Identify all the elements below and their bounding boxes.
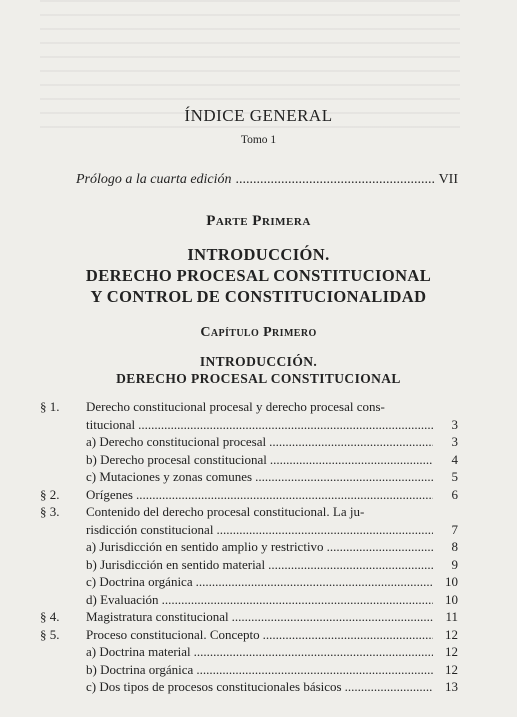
toc-list bbox=[40, 399, 458, 697]
leader-dots bbox=[162, 592, 433, 608]
toc-entry bbox=[40, 557, 458, 575]
toc-page-number: 12 bbox=[445, 661, 458, 677]
toc-entry-text: Derecho constitucional procesal y derecho procesal cons- bbox=[86, 399, 385, 414]
toc-entry-text: Contenido del derecho procesal constitucional. La ju- bbox=[86, 504, 365, 519]
toc-entry bbox=[40, 679, 458, 697]
toc-page-number: 7 bbox=[451, 521, 458, 537]
toc-entry-text: d) Evaluación bbox=[86, 591, 159, 607]
toc-page-number: 10 bbox=[445, 574, 458, 589]
toc-entry bbox=[40, 434, 458, 452]
toc-entry-text: Magistratura constitucional bbox=[86, 609, 229, 624]
toc-entry-text: titucional bbox=[86, 416, 136, 432]
toc-entry-text: Proceso constitucional. Concepto bbox=[86, 626, 260, 642]
toc-entry-text: b) Jurisdicción en sentido material bbox=[86, 556, 266, 572]
toc-entry bbox=[40, 469, 458, 487]
toc-entry bbox=[40, 522, 458, 540]
chapter-heading: Capítulo Primero bbox=[200, 325, 317, 340]
leader-dots bbox=[263, 627, 433, 643]
leader-dots bbox=[345, 679, 433, 695]
toc-page-number: 11 bbox=[445, 609, 458, 624]
toc-page-number: 9 bbox=[451, 556, 458, 572]
leader-dots bbox=[327, 539, 433, 555]
toc-entry-text: b) Doctrina orgánica bbox=[86, 661, 194, 677]
toc-page-number: 4 bbox=[451, 451, 458, 467]
leader-dots bbox=[194, 644, 433, 660]
toc-entry-text: a) Derecho constitucional procesal bbox=[86, 434, 267, 449]
toc-page-number: 3 bbox=[451, 416, 458, 432]
toc-entry-text: Orígenes bbox=[86, 486, 133, 502]
toc-section-number: § 3. bbox=[40, 504, 60, 519]
leader-dots bbox=[196, 662, 433, 678]
toc-section-number: § 2. bbox=[40, 486, 60, 502]
main-title-line: Y CONTROL DE CONSTITUCIONALIDAD bbox=[90, 287, 427, 306]
leader-dots bbox=[196, 574, 433, 590]
prologue-label: Prólogo a la cuarta edición bbox=[76, 172, 232, 187]
toc-entry bbox=[40, 417, 458, 435]
toc-entry bbox=[40, 609, 458, 627]
toc-entry-text: c) Dos tipos de procesos constitucionales básicos bbox=[86, 679, 342, 694]
toc-page-number: 13 bbox=[445, 679, 458, 694]
toc-entry bbox=[40, 662, 458, 680]
toc-entry bbox=[40, 487, 458, 505]
toc-page-number: 3 bbox=[451, 434, 458, 449]
main-title-line: DERECHO PROCESAL CONSTITUCIONAL bbox=[85, 266, 432, 285]
toc-section-number: § 1. bbox=[40, 399, 60, 414]
toc-entry bbox=[40, 504, 458, 522]
toc-entry bbox=[40, 574, 458, 592]
toc-entry-text: b) Derecho procesal constitucional bbox=[86, 451, 267, 467]
leader-dots bbox=[255, 469, 433, 485]
main-title-line: INTRODUCCIÓN. bbox=[187, 245, 330, 264]
toc-entry-text: a) Jurisdicción en sentido amplio y restrictivo bbox=[86, 539, 324, 554]
leader-dots bbox=[268, 557, 433, 573]
leader-dots bbox=[270, 452, 433, 468]
chapter-title-line: INTRODUCCIÓN. bbox=[199, 354, 318, 369]
toc-page-number: 12 bbox=[445, 644, 458, 659]
toc-entry-text: c) Doctrina orgánica bbox=[86, 574, 193, 589]
toc-entry bbox=[40, 452, 458, 470]
leader-dots bbox=[216, 522, 433, 538]
index-title: ÍNDICE GENERAL bbox=[184, 106, 333, 125]
volume-label: Tomo 1 bbox=[240, 134, 277, 146]
toc-entry-text: a) Doctrina material bbox=[86, 644, 191, 659]
part-heading: Parte Primera bbox=[206, 213, 311, 229]
chapter-title-line: DERECHO PROCESAL CONSTITUCIONAL bbox=[116, 371, 401, 386]
toc-entry bbox=[40, 399, 458, 417]
prologue-page: VII bbox=[438, 172, 458, 187]
toc-page-number: 10 bbox=[445, 591, 458, 607]
toc-entry-text: c) Mutaciones y zonas comunes bbox=[86, 469, 253, 484]
toc-page-number: 8 bbox=[451, 539, 458, 554]
toc-entry bbox=[40, 539, 458, 557]
toc-entry bbox=[40, 644, 458, 662]
toc-section-number: § 5. bbox=[40, 626, 60, 642]
leader-dots bbox=[232, 609, 433, 625]
prologue-entry bbox=[76, 172, 458, 188]
main-title bbox=[0, 244, 517, 307]
toc-entry bbox=[40, 627, 458, 645]
chapter-title bbox=[0, 353, 517, 387]
toc-page-number: 6 bbox=[451, 486, 458, 502]
toc-entry bbox=[40, 592, 458, 610]
toc-page-number: 12 bbox=[445, 626, 458, 642]
leader-dots bbox=[236, 172, 435, 188]
toc-entry-text: risdicción constitucional bbox=[86, 521, 214, 537]
leader-dots bbox=[136, 487, 433, 503]
leader-dots bbox=[269, 434, 433, 450]
toc-page-number: 5 bbox=[451, 469, 458, 484]
toc-section-number: § 4. bbox=[40, 609, 60, 624]
leader-dots bbox=[138, 417, 433, 433]
